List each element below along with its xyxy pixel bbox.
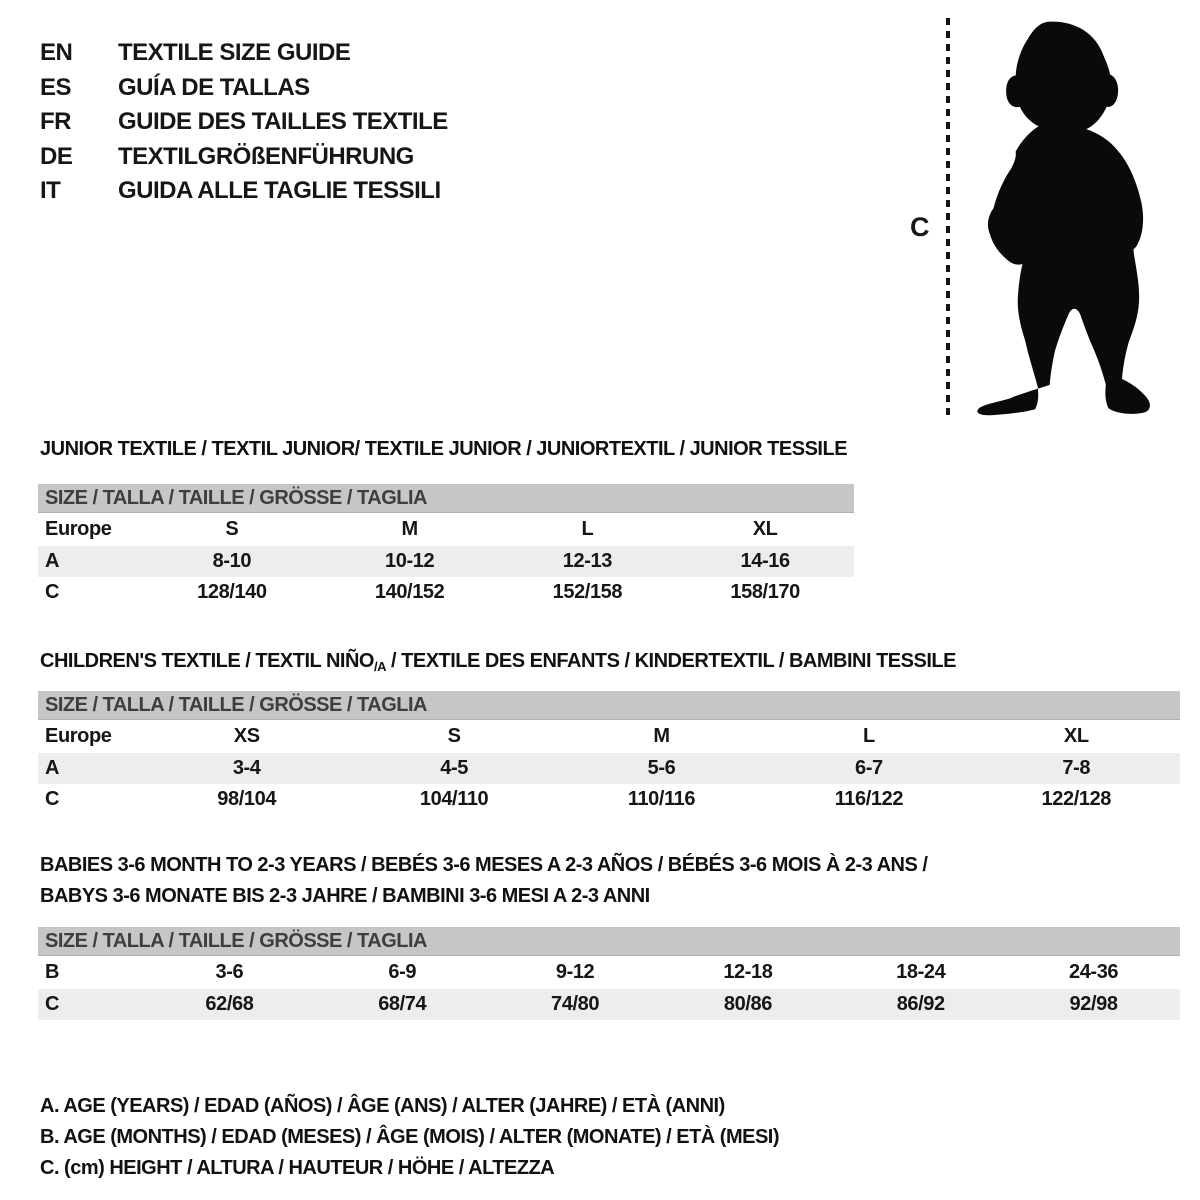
children-size-m: M — [653, 725, 670, 747]
lang-title-fr: GUIDE DES TAILLES TEXTILE — [118, 108, 448, 136]
children-size-l: L — [862, 725, 875, 747]
babies-age-row — [38, 956, 1180, 989]
children-age-value: 7-8 — [1062, 757, 1091, 779]
lang-code-de: DE — [40, 142, 73, 170]
children-size-xl: XL — [1063, 725, 1089, 747]
lang-code-fr: FR — [40, 108, 71, 136]
junior-size-table — [38, 484, 854, 608]
babies-age-value: 24-36 — [1068, 961, 1119, 983]
lang-code-es: ES — [40, 73, 72, 101]
babies-height-value: 74/80 — [551, 993, 600, 1015]
children-height-value: 98/104 — [217, 788, 277, 810]
babies-size-table — [38, 927, 1180, 1020]
babies-heading-line1: BABIES 3-6 MONTH TO 2-3 YEARS / BEBÉS 3-6 MESES A 2-3 AÑOS / BÉBÉS 3-6 MOIS À 2-3 ANS / — [40, 854, 928, 876]
babies-height-value: 68/74 — [378, 993, 427, 1015]
junior-age-value: 14-16 — [740, 550, 790, 572]
junior-region-label: Europe — [45, 518, 112, 540]
babies-age-value: 18-24 — [896, 961, 946, 983]
lang-code-en: EN — [40, 39, 73, 67]
babies-age-value: 6-9 — [388, 961, 417, 983]
children-height-row — [38, 784, 1180, 815]
junior-height-row-label: C — [45, 581, 60, 603]
junior-size-m: M — [401, 518, 418, 540]
height-measure-c-label: C — [910, 212, 930, 242]
lang-code-it: IT — [40, 177, 61, 205]
junior-age-value: 10-12 — [385, 550, 435, 572]
children-age-value: 4-5 — [440, 757, 468, 779]
lang-title-en: TEXTILE SIZE GUIDE — [118, 39, 351, 67]
legend-age-months: B. AGE (MONTHS) / EDAD (MESES) / ÂGE (MOIS) / ALTER (MONATE) / ETÀ (MESI) — [40, 1126, 780, 1148]
children-heading-prefix: CHILDREN'S TEXTILE / TEXTIL NIÑO — [40, 650, 374, 672]
babies-height-value: 62/68 — [205, 993, 254, 1015]
junior-height-value: 140/152 — [374, 581, 445, 603]
lang-row-de — [40, 140, 448, 175]
junior-height-value: 152/158 — [552, 581, 623, 603]
junior-size-s: S — [225, 518, 239, 540]
children-age-row-label: A — [45, 757, 60, 779]
children-size-s: S — [447, 725, 461, 747]
toddler-silhouette-illustration — [962, 16, 1162, 418]
lang-row-fr — [40, 105, 448, 140]
junior-age-value: 12-13 — [562, 550, 612, 572]
junior-size-header-bar: SIZE / TALLA / TAILLE / GRÖSSE / TAGLIA — [38, 484, 854, 513]
junior-height-value: 128/140 — [197, 581, 267, 603]
babies-section-heading — [40, 850, 927, 912]
lang-title-es: GUÍA DE TALLAS — [118, 73, 310, 101]
babies-age-value: 12-18 — [723, 961, 773, 983]
children-age-value: 3-4 — [232, 757, 261, 779]
babies-age-value: 9-12 — [555, 961, 595, 983]
children-height-row-label: C — [45, 788, 60, 810]
junior-section-heading: JUNIOR TEXTILE / TEXTIL JUNIOR/ TEXTILE JUNIOR / JUNIORTEXTIL / JUNIOR TESSILE — [40, 438, 848, 460]
babies-heading-line2: BABYS 3-6 MONATE BIS 2-3 JAHRE / BAMBINI 3-6 MESI A 2-3 ANNI — [40, 885, 650, 907]
babies-size-header-bar: SIZE / TALLA / TAILLE / GRÖSSE / TAGLIA — [38, 927, 1180, 956]
junior-height-value: 158/170 — [730, 581, 800, 603]
junior-size-labels-row — [38, 513, 854, 546]
children-section-heading — [40, 650, 956, 674]
children-height-value: 104/110 — [419, 788, 489, 810]
children-size-header-bar: SIZE / TALLA / TAILLE / GRÖSSE / TAGLIA — [38, 691, 1180, 720]
lang-row-it — [40, 174, 448, 209]
children-age-row — [38, 753, 1180, 784]
junior-age-row — [38, 546, 854, 577]
children-size-labels-row — [38, 720, 1180, 753]
children-region-label: Europe — [45, 725, 112, 747]
children-size-xs: XS — [233, 725, 260, 747]
babies-height-row — [38, 989, 1180, 1020]
legend-height-cm: C. (cm) HEIGHT / ALTURA / HAUTEUR / HÖHE / ALTEZZA — [40, 1157, 555, 1179]
babies-height-value: 92/98 — [1069, 993, 1118, 1015]
junior-age-row-label: A — [45, 550, 60, 572]
junior-size-l: L — [581, 518, 594, 540]
children-heading-subscript: /A — [373, 659, 386, 674]
children-age-value: 6-7 — [855, 757, 883, 779]
lang-title-it: GUIDA ALLE TAGLIE TESSILI — [118, 177, 441, 205]
babies-height-row-label: C — [45, 993, 60, 1015]
babies-height-value: 86/92 — [896, 993, 945, 1015]
junior-size-xl: XL — [752, 518, 778, 540]
babies-age-value: 3-6 — [215, 961, 244, 983]
lang-row-en — [40, 36, 448, 71]
lang-title-de: TEXTILGRÖßENFÜHRUNG — [118, 142, 414, 170]
height-dashed-line — [946, 18, 950, 416]
babies-age-row-label: B — [45, 961, 60, 983]
legend-age-years: A. AGE (YEARS) / EDAD (AÑOS) / ÂGE (ANS) / ALTER (JAHRE) / ETÀ (ANNI) — [40, 1095, 725, 1117]
children-height-value: 122/128 — [1041, 788, 1112, 810]
junior-height-row — [38, 577, 854, 608]
title-language-list — [40, 36, 448, 209]
lang-row-es — [40, 71, 448, 106]
children-age-value: 5-6 — [647, 757, 676, 779]
children-height-value: 116/122 — [834, 788, 904, 810]
children-size-table — [38, 691, 1180, 815]
junior-age-value: 8-10 — [212, 550, 252, 572]
children-height-value: 110/116 — [627, 788, 696, 810]
children-heading-suffix: / TEXTILE DES ENFANTS / KINDERTEXTIL / BAMBINI TESSILE — [385, 650, 956, 672]
babies-height-value: 80/86 — [723, 993, 772, 1015]
